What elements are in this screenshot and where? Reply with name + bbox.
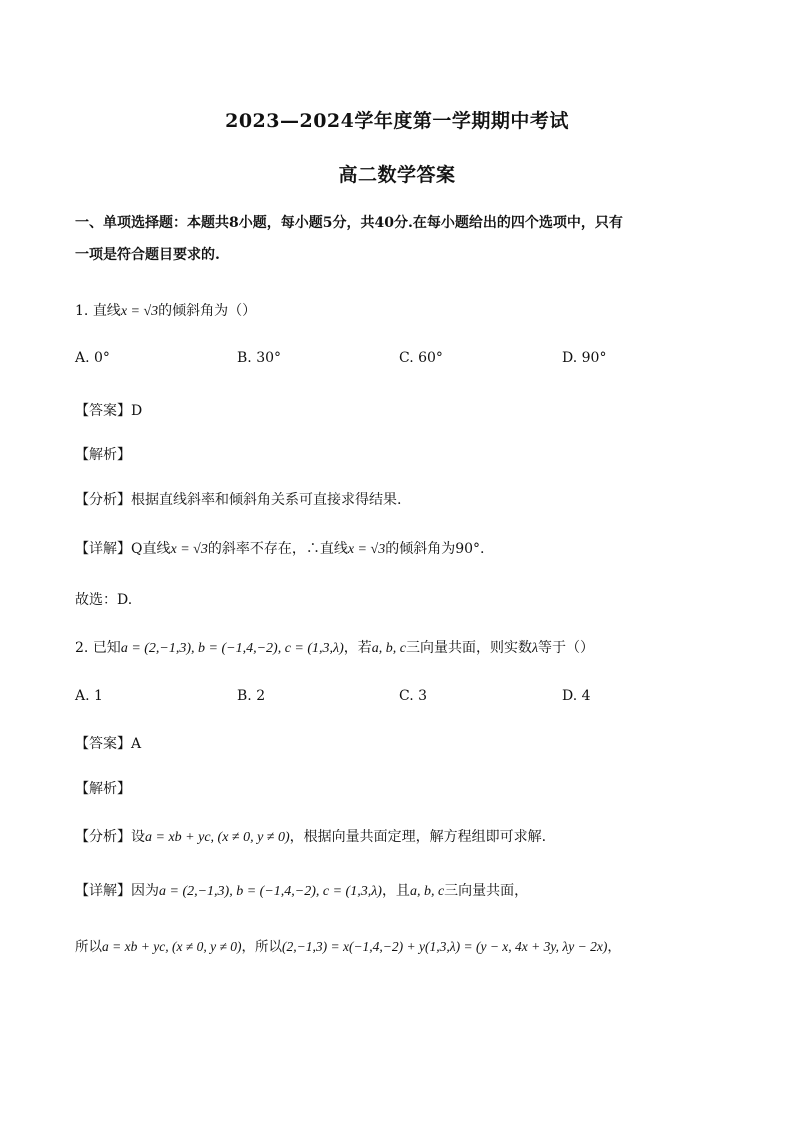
page-title: 2023—2024学年度第一学期期中考试	[225, 110, 569, 132]
q2-last-mid: ，所以	[241, 939, 282, 955]
q2-option-c: C. 3	[399, 688, 428, 704]
q2-fenxi-pre: 【分析】设	[75, 829, 145, 845]
q1-because-icon: Q	[131, 541, 143, 557]
q1-xiangjie-4: 的倾斜角为	[385, 541, 456, 557]
q2-xiangjie-vecs: a, b, c	[409, 884, 445, 899]
q2-stem-vecs: a, b, c	[371, 641, 406, 656]
q1-stem-math: x = √3	[120, 304, 159, 319]
q1-answer: 【答案】D	[75, 403, 143, 419]
q2-fenxi-post: ，根据向量共面定理，解方程组即可求解.	[289, 829, 547, 845]
q2-option-a: A. 1	[75, 688, 103, 704]
q1-xiangjie-2: 的斜率不存在，	[207, 541, 306, 557]
q1-option-d: D. 90°	[562, 350, 607, 366]
q1-xiangjie-angle: 90°.	[455, 541, 485, 557]
q2-xiangjie-pre: 【详解】因为	[75, 883, 159, 899]
q1-option-a: A. 0°	[75, 350, 110, 366]
q2-last-math1: a = xb + yc, (x ≠ 0, y ≠ 0)	[102, 939, 242, 954]
q1-option-b: B. 30°	[237, 350, 282, 366]
q1-stem	[75, 300, 256, 320]
q2-last-math2: (2,−1,3) = x(−1,4,−2) + y(1,3,λ) = (y − x, 4x + 3y, λy − 2x)	[282, 939, 608, 954]
q1-fenxi: 【分析】根据直线斜率和倾斜角关系可直接求得结果.	[75, 492, 402, 508]
q2-stem	[75, 637, 594, 657]
page-subtitle: 高二数学答案	[338, 164, 456, 186]
q2-fenxi-math: a = xb + yc, (x ≠ 0, y ≠ 0)	[145, 830, 290, 845]
q1-xiangjie-label: 【详解】	[75, 541, 131, 557]
q2-stem-mid: ，若	[343, 640, 372, 656]
section-heading-line2: 一项是符合题目要求的.	[75, 247, 220, 263]
q1-choose: 故选：D.	[75, 592, 133, 608]
q1-stem-pre: 直线	[92, 303, 121, 319]
q1-therefore-icon: ∴	[305, 541, 320, 557]
q2-last-line	[75, 935, 621, 955]
q1-xiangjie-3: 直线	[319, 541, 348, 557]
q2-xiangjie	[75, 880, 528, 900]
q1-xiangjie-1: 直线	[142, 541, 171, 557]
q2-stem-pre: 已知	[92, 640, 121, 656]
q2-option-d: D. 4	[562, 688, 591, 704]
q1-option-c: C. 60°	[399, 350, 443, 366]
q2-xiangjie-mid: ，且	[381, 883, 410, 899]
q2-number: 2.	[75, 640, 89, 656]
q2-stem-lambda: λ	[531, 641, 539, 656]
q2-analysis-label: 【解析】	[75, 781, 131, 797]
q2-stem-end: 等于（）	[538, 640, 595, 656]
q2-xiangjie-post: 三向量共面，	[444, 883, 529, 899]
q2-xiangjie-math: a = (2,−1,3), b = (−1,4,−2), c = (1,3,λ)	[159, 884, 382, 899]
q2-option-b: B. 2	[237, 688, 266, 704]
q1-number: 1.	[75, 303, 89, 319]
q1-xiangjie-math1: x = √3	[170, 542, 208, 557]
q1-xiangjie	[75, 538, 484, 558]
section-heading-line1: 一、单项选择题：本题共8小题，每小题5分，共40分.在每小题给出的四个选项中，只有	[75, 215, 623, 231]
q1-analysis-label: 【解析】	[75, 447, 131, 463]
q2-fenxi	[75, 826, 546, 846]
q1-xiangjie-math2: x = √3	[347, 542, 386, 557]
q2-answer: 【答案】A	[75, 736, 142, 752]
q1-stem-post: 的倾斜角为（）	[158, 303, 257, 319]
q2-last-end: ，	[607, 939, 621, 955]
q2-stem-post: 三向量共面，则实数	[405, 640, 532, 656]
q2-stem-math: a = (2,−1,3), b = (−1,4,−2), c = (1,3,λ)	[120, 641, 344, 656]
q2-last-pre: 所以	[75, 939, 102, 955]
